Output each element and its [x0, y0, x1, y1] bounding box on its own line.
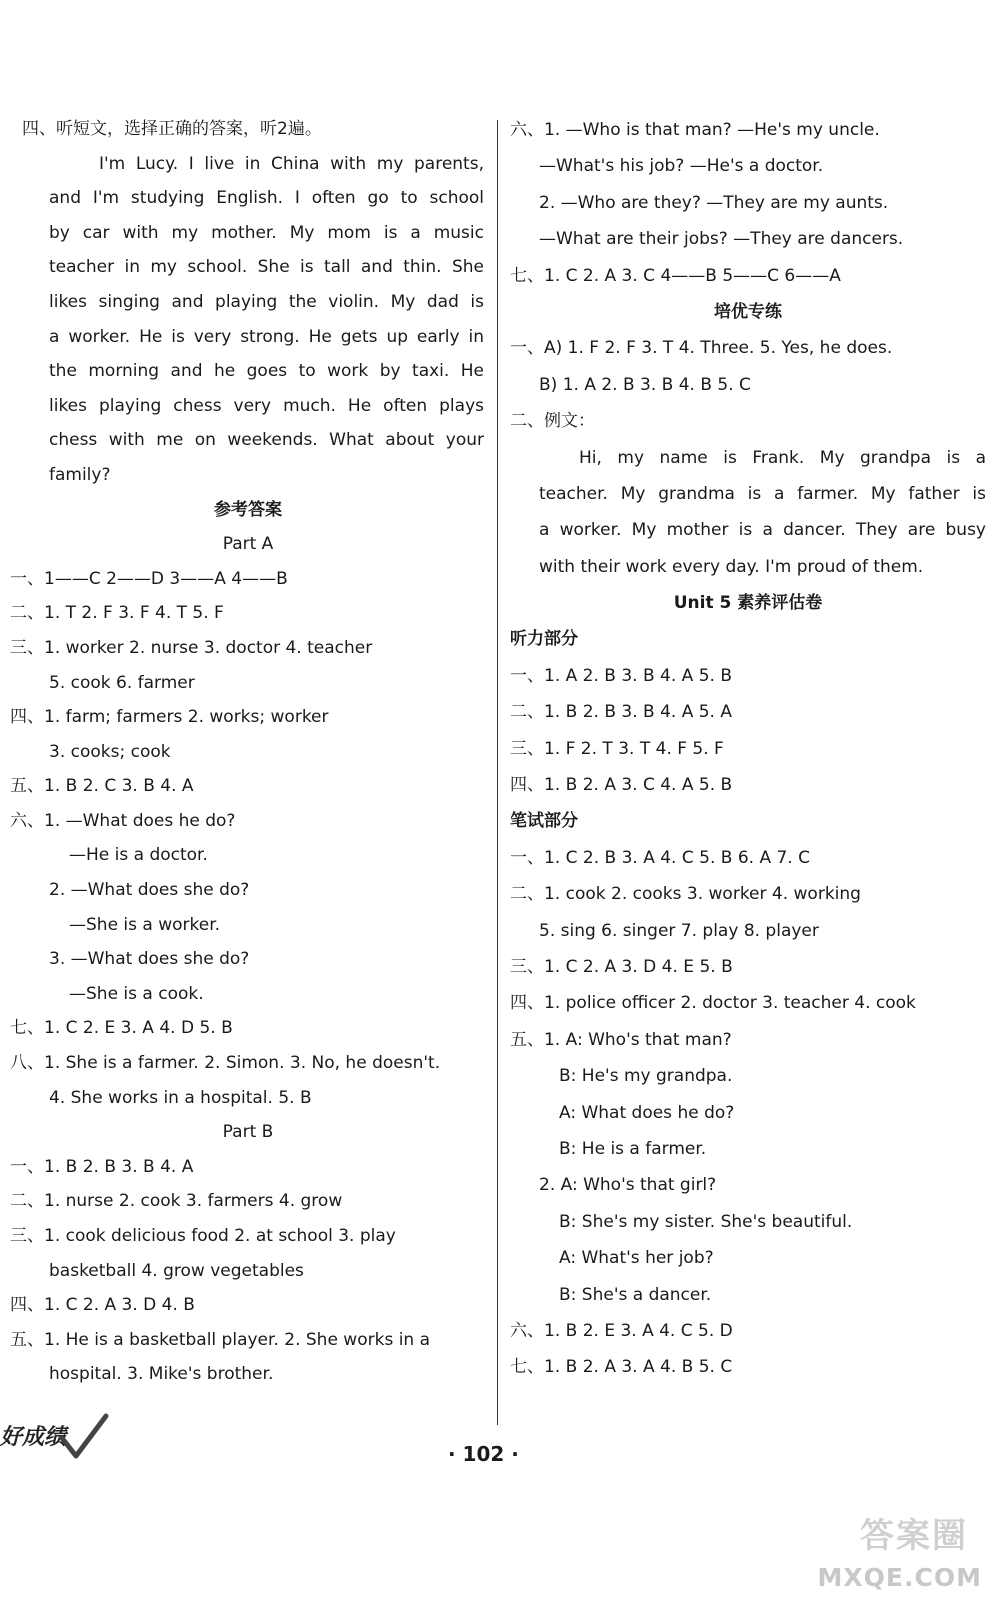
written-q7: 七、1. B 2. A 3. A 4. B 5. C [510, 1357, 733, 1378]
listening-passage [10, 147, 486, 493]
unit5-title: Unit 5 素养评估卷 [673, 593, 823, 614]
written-section-title: 笔试部分 [510, 811, 578, 832]
checkmark-icon [58, 1412, 110, 1460]
part-a-title: Part A [222, 534, 274, 555]
brand-logo-text: 好成绩 [0, 1425, 67, 1450]
part-a-q6-2: 2. —What does she do? [49, 880, 250, 901]
passage-line: chess with me on weekends. What about your [49, 430, 484, 451]
written-q1: 一、1. C 2. B 3. A 4. C 5. B 6. A 7. C [510, 847, 810, 868]
written-q5-2: 2. A: Who's that girl? [539, 1175, 717, 1196]
written-q2: 二、1. cook 2. cooks 3. worker 4. working [510, 884, 861, 905]
dialogue-line: A: What's her job? [559, 1248, 714, 1269]
part-a-q2: 二、1. T 2. F 3. F 4. T 5. F [10, 603, 224, 624]
right-column [510, 112, 986, 1386]
enrichment-title: 培优专练 [714, 301, 782, 322]
passage-line: the morning and he goes to work by taxi. He [49, 361, 484, 382]
listening-section-title: 听力部分 [510, 629, 578, 650]
part-a-q3-cont: 5. cook 6. farmer [49, 672, 195, 693]
part-a-q4: 四、1. farm; farmers 2. works; worker [10, 707, 329, 728]
passage-line: teacher in my school. She is tall and thin. She [49, 257, 484, 278]
part-a-q5: 五、1. B 2. C 3. B 4. A [10, 776, 194, 797]
enrichment-q2: 二、例文： [510, 411, 595, 432]
left-column [10, 112, 486, 1392]
passage-line: family? [49, 464, 111, 485]
part-a-q7: 七、1. C 2. E 3. A 4. D 5. B [10, 1018, 233, 1039]
dialogue-line: B: He is a farmer. [559, 1138, 707, 1159]
part-a-q8-cont: 4. She works in a hospital. 5. B [49, 1087, 312, 1108]
part-a-q6-1: 六、1. —What does he do? [10, 810, 236, 831]
passage-line: likes playing chess very much. He often plays [49, 395, 484, 416]
dialogue-line: A: What does he do? [559, 1102, 735, 1123]
part-b-title: Part B [222, 1122, 274, 1143]
part-a-q6-3-answer: —She is a cook. [69, 983, 204, 1004]
right-q7: 七、1. C 2. A 3. C 4——B 5——C 6——A [510, 265, 841, 286]
essay-line: with their work every day. I'm proud of them. [539, 556, 924, 577]
enrichment-q1-b: B) 1. A 2. B 3. B 4. B 5. C [539, 374, 751, 395]
listening-q1: 一、1. A 2. B 3. B 4. A 5. B [510, 665, 732, 686]
right-q6-1: 六、1. —Who is that man? —He's my uncle. [510, 120, 880, 140]
written-q3: 三、1. C 2. A 3. D 4. E 5. B [510, 956, 733, 977]
part-a-q4-cont: 3. cooks; cook [49, 741, 171, 762]
written-q4: 四、1. police officer 2. doctor 3. teacher 4. cook [510, 993, 916, 1014]
right-q6-2: 2. —Who are they? —They are my aunts. [539, 192, 889, 213]
part-a-q6-1-answer: —He is a doctor. [69, 845, 208, 866]
essay-line: a worker. My mother is a dancer. They are busy [539, 520, 986, 541]
dialogue-line: B: She's my sister. She's beautiful. [559, 1211, 853, 1232]
column-divider [497, 120, 498, 1425]
part-b-q3: 三、1. cook delicious food 2. at school 3. play [10, 1226, 396, 1246]
part-b-q2: 二、1. nurse 2. cook 3. farmers 4. grow [10, 1191, 343, 1212]
answers-title: 参考答案 [214, 499, 282, 520]
dialogue-line: B: He's my grandpa. [559, 1066, 733, 1087]
essay-line: Hi, my name is Frank. My grandpa is a [579, 447, 986, 468]
part-a-q8: 八、1. She is a farmer. 2. Simon. 3. No, he doesn't. [10, 1053, 441, 1074]
passage-line: a worker. He is very strong. He gets up early in [49, 326, 484, 347]
essay-line: teacher. My grandma is a farmer. My father is [539, 483, 986, 504]
listening-q2: 二、1. B 2. B 3. B 4. A 5. A [510, 702, 732, 723]
part-a-q3: 三、1. worker 2. nurse 3. doctor 4. teacher [10, 637, 373, 658]
watermark-url: MXQE.COM [817, 1563, 982, 1592]
part-a-q6-3: 3. —What does she do? [49, 949, 250, 970]
listening-q3: 三、1. F 2. T 3. T 4. F 5. F [510, 738, 724, 759]
part-a-q6-2-answer: —She is a worker. [69, 914, 221, 935]
written-q6: 六、1. B 2. E 3. A 4. C 5. D [510, 1320, 733, 1341]
part-b-q3-cont: basketball 4. grow vegetables [49, 1260, 304, 1281]
passage-line: likes singing and playing the violin. My dad is [49, 291, 484, 312]
part-b-q1: 一、1. B 2. B 3. B 4. A [10, 1156, 194, 1177]
watermark-logo-text: 答案圈 [860, 1516, 968, 1556]
passage-line: and I'm studying English. I often go to school [49, 188, 484, 209]
brand-logo [0, 1412, 110, 1462]
dialogue-line: B: She's a dancer. [559, 1284, 712, 1305]
enrichment-q1-a: 一、A) 1. F 2. F 3. T 4. Three. 5. Yes, he does. [510, 338, 893, 359]
section-4-heading: 四、听短文，选择正确的答案，听2遍。 [22, 119, 322, 139]
right-q6-2-cont: —What are their jobs? —They are dancers. [539, 229, 904, 250]
listening-q4: 四、1. B 2. A 3. C 4. A 5. B [510, 775, 733, 796]
right-q6-1-cont: —What's his job? —He's a doctor. [539, 156, 824, 177]
part-b-q4: 四、1. C 2. A 3. D 4. B [10, 1295, 195, 1316]
written-q5-1: 五、1. A: Who's that man? [510, 1029, 732, 1050]
page-number: · 102 · [448, 1442, 519, 1466]
passage-line: I'm Lucy. I live in China with my parents, [99, 153, 484, 174]
written-q2-cont: 5. sing 6. singer 7. play 8. player [539, 920, 819, 941]
site-watermark [786, 1506, 986, 1594]
passage-line: by car with my mother. My mom is a music [49, 222, 484, 243]
sample-essay [510, 440, 986, 586]
part-b-q5: 五、1. He is a basketball player. 2. She works in a [10, 1329, 431, 1350]
part-a-q1: 一、1——C 2——D 3——A 4——B [10, 568, 288, 589]
part-b-q5-cont: hospital. 3. Mike's brother. [49, 1364, 274, 1385]
